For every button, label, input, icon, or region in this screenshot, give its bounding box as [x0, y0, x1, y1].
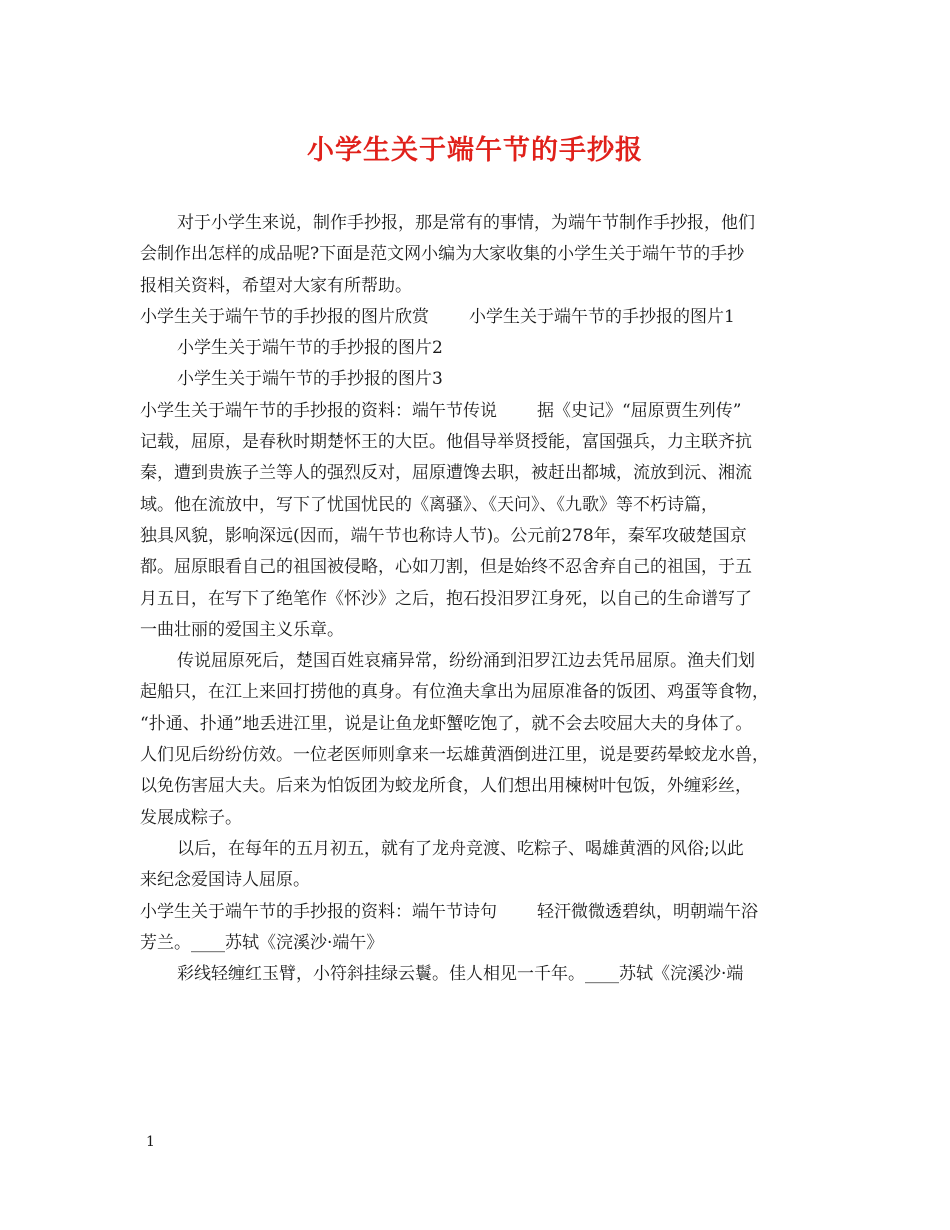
paragraph-line: 以免伤害屈大夫。后来为怕饭团为蛟龙所食，人们想出用楝树叶包饭，外缠彩丝， [140, 776, 752, 797]
paragraph-line: 都。屈原眼看自己的祖国被侵略，心如刀割，但是始终不忍舍弃自己的祖国，于五 [140, 557, 752, 578]
paragraph-line: 芳兰。____苏轼《浣溪沙·端午》 [140, 932, 384, 953]
image-caption: 小学生关于端午节的手抄报的图片1 [469, 306, 735, 327]
paragraph-line: 域。他在流放中，写下了忧国忧民的《离骚》、《天问》、《九歌》等不朽诗篇， [140, 494, 718, 515]
paragraph-line: 独具风貌，影响深远(因而，端午节也称诗人节)。公元前278年，秦军攻破楚国京 [140, 525, 747, 546]
document-title: 小学生关于端午节的手抄报 [307, 135, 643, 166]
paragraph-line [140, 396, 830, 427]
paragraph-line: 会制作出怎样的成品呢?下面是范文网小编为大家收集的小学生关于端午节的手抄 [140, 244, 745, 265]
paragraph-line [140, 302, 830, 333]
paragraph-line: 发展成粽子。 [140, 807, 242, 828]
paragraph-line: 以后，在每年的五月初五，就有了龙舟竞渡、吃粽子、喝雄黄酒的风俗;以此 [177, 838, 744, 859]
page-number: 1 [146, 1134, 155, 1150]
paragraph-line: 报相关资料，希望对大家有所帮助。 [140, 275, 412, 296]
image-caption: 小学生关于端午节的手抄报的图片2 [177, 338, 443, 359]
paragraph-text: 据《史记》“屈原贾生列传” [537, 400, 742, 421]
image-caption: 小学生关于端午节的手抄报的图片3 [177, 369, 443, 390]
paragraph-line: 来纪念爱国诗人屈原。 [140, 870, 310, 891]
paragraph-line: 起船只，在江上来回打捞他的真身。有位渔夫拿出为屈原准备的饭团、鸡蛋等食物， [140, 682, 769, 703]
paragraph-line: 秦，遭到贵族子兰等人的强烈反对，屈原遭馋去职，被赶出都城，流放到沅、湘流 [140, 463, 752, 484]
paragraph-line: “扑通、扑通”地丢进江里，说是让鱼龙虾蟹吃饱了，就不会去咬屈大夫的身体了。 [140, 713, 753, 734]
paragraph-line: 一曲壮丽的爱国主义乐章。 [140, 619, 344, 640]
paragraph-line: 记载，屈原，是春秋时期楚怀王的大臣。他倡导举贤授能，富国强兵，力主联齐抗 [140, 432, 752, 453]
section-heading: 小学生关于端午节的手抄报的图片欣赏 [140, 306, 429, 327]
paragraph-line: 传说屈原死后，楚国百姓哀痛异常，纷纷涌到汨罗江边去凭吊屈原。渔夫们划 [177, 651, 755, 672]
paragraph-line: 彩线轻缠红玉臂，小符斜挂绿云鬟。佳人相见一千年。____苏轼《浣溪沙·端 [177, 964, 744, 985]
section-heading: 小学生关于端午节的手抄报的资料：端午节传说 [140, 400, 497, 421]
paragraph-line: 人们见后纷纷仿效。一位老医师则拿来一坛雄黄酒倒进江里，说是要药晕蛟龙水兽， [140, 745, 769, 766]
paragraph-line: 对于小学生来说，制作手抄报，那是常有的事情，为端午节制作手抄报，他们 [177, 213, 755, 233]
section-heading: 小学生关于端午节的手抄报的资料：端午节诗句 [140, 901, 497, 922]
paragraph-line: 月五日，在写下了绝笔作《怀沙》之后，抱石投汨罗江身死，以自己的生命谱写了 [140, 588, 752, 609]
document-body [140, 208, 830, 990]
paragraph-line [140, 897, 830, 928]
poem-text: 轻汗微微透碧纨，明朝端午浴 [537, 901, 758, 922]
